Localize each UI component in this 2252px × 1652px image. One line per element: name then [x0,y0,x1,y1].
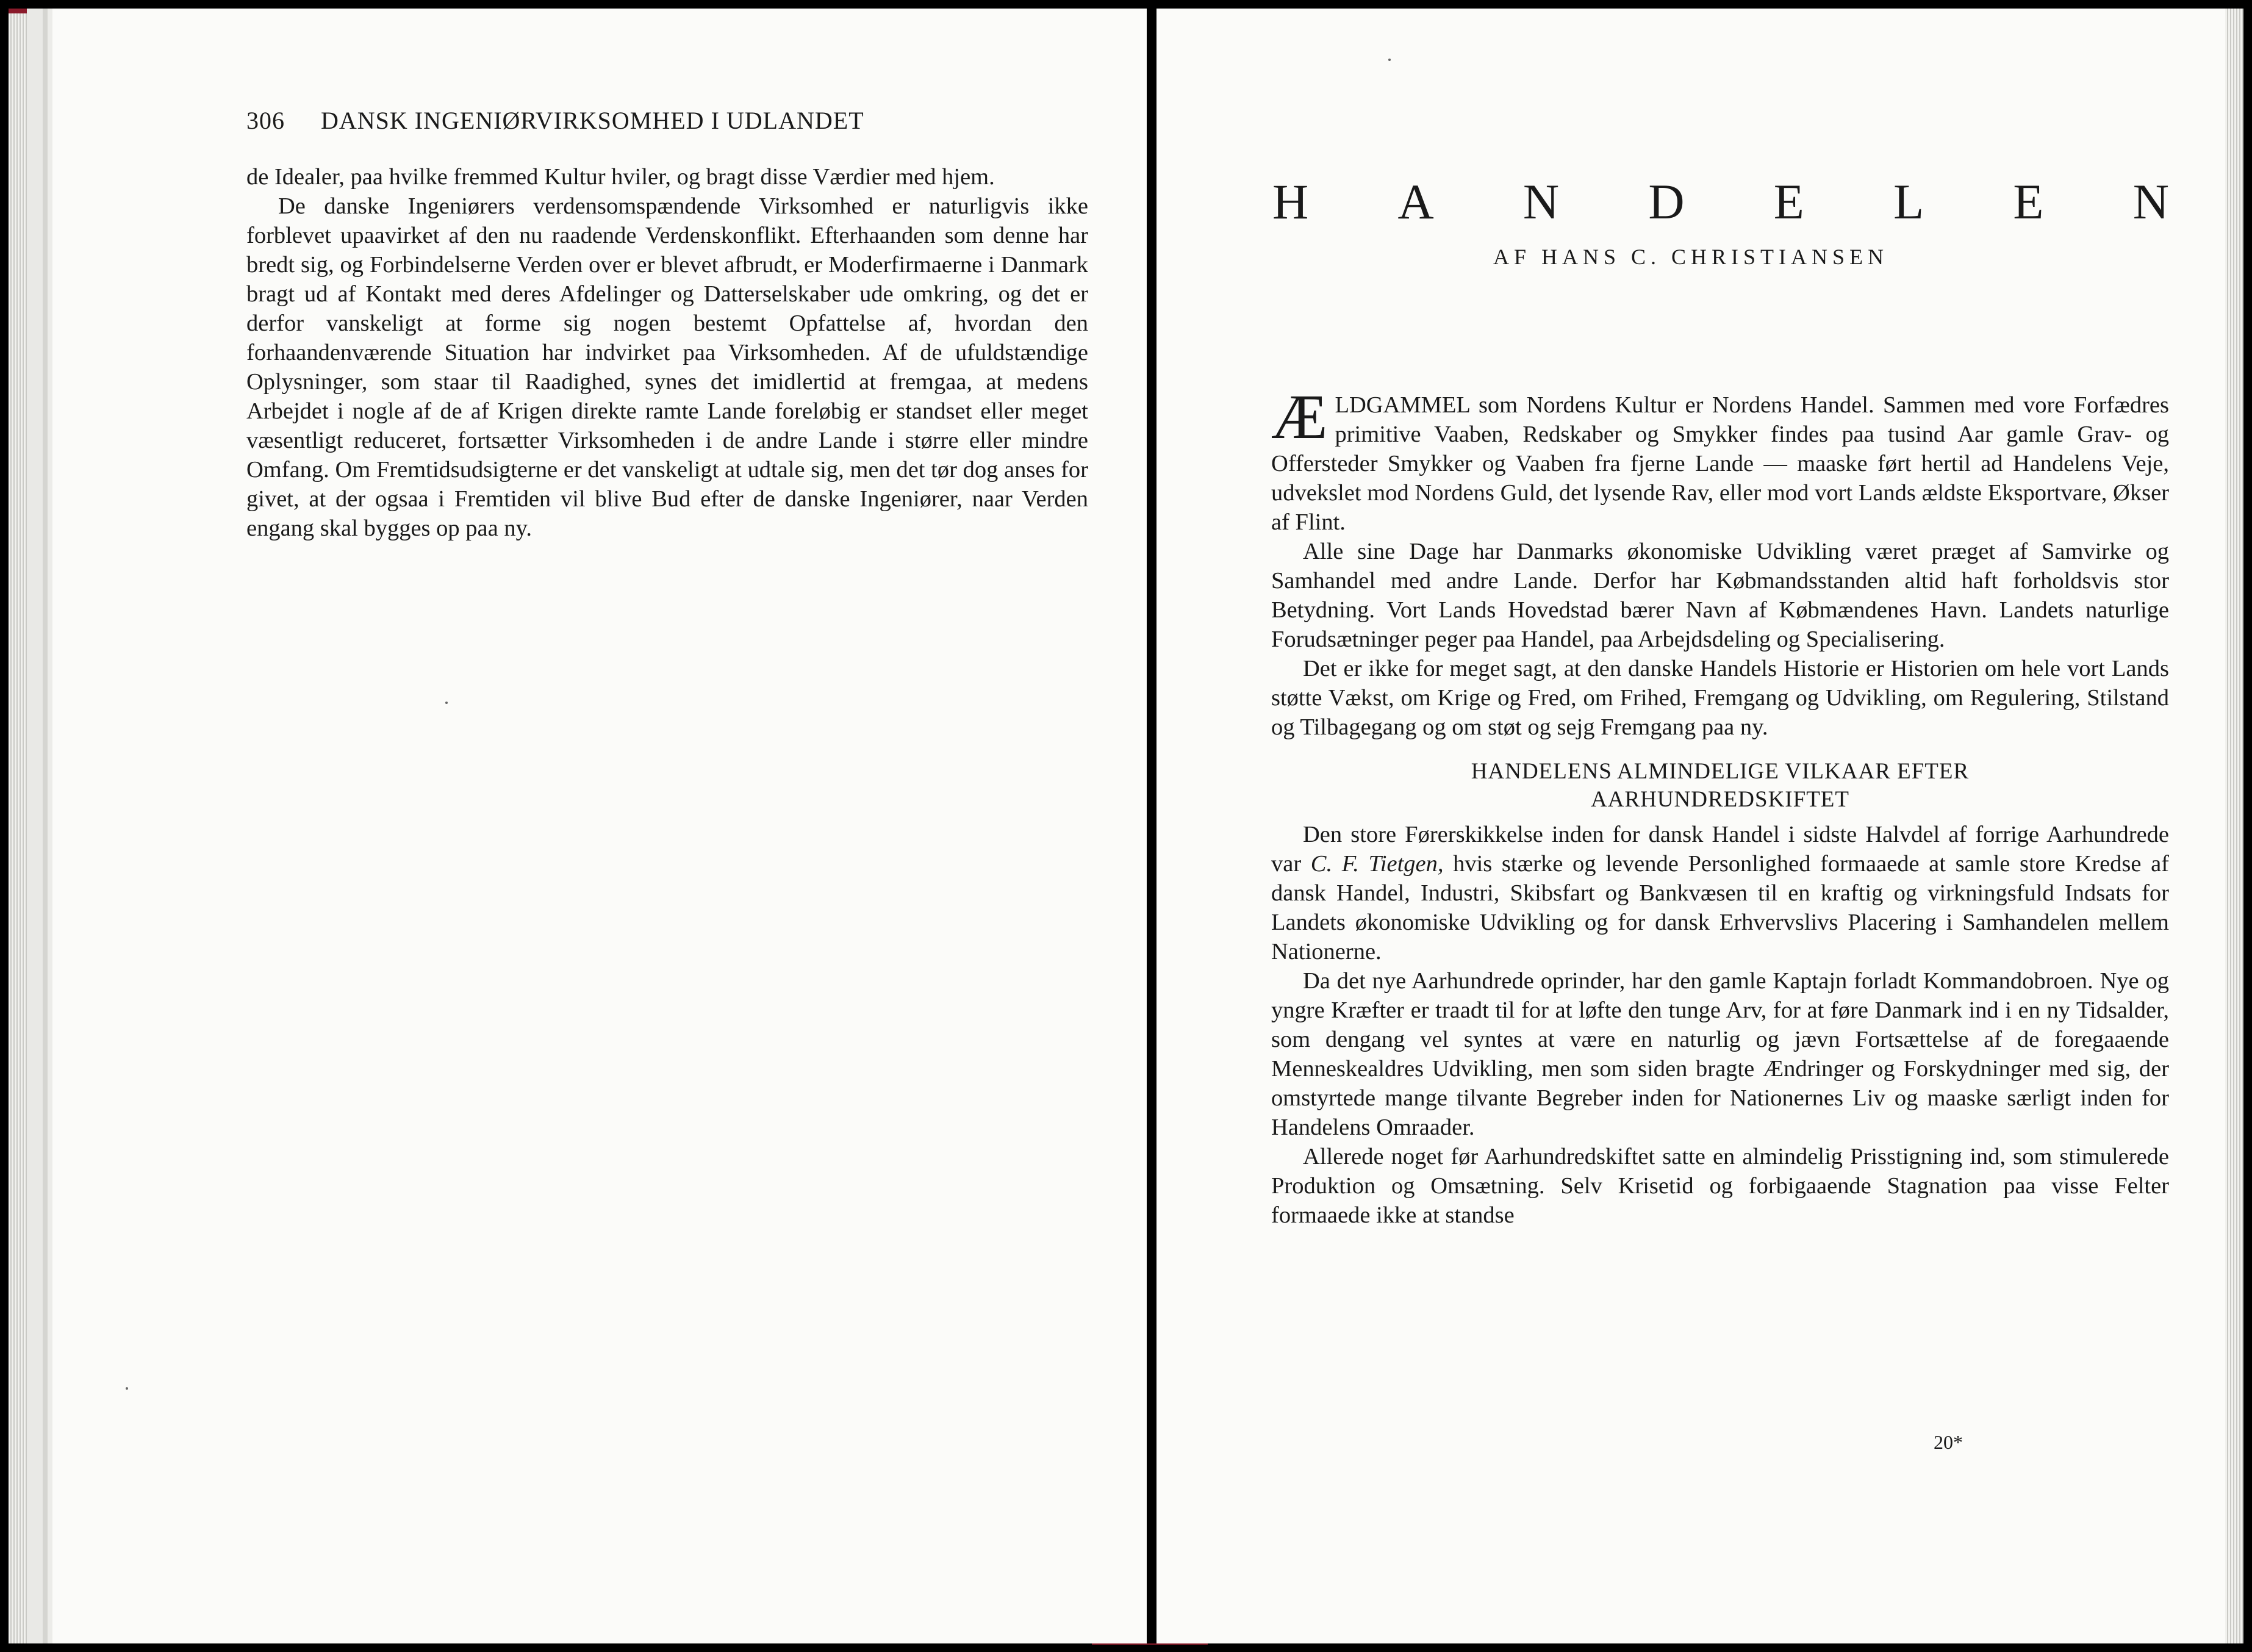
running-head-title: DANSK INGENIØRVIRKSOMHED I UDLANDET [321,107,864,134]
body-text [1271,382,2169,1230]
author-byline: AF HANS C. CHRISTIANSEN [1493,245,1889,269]
person-name: C. F. Tietgen, [1310,851,1444,877]
body-text [246,162,1088,543]
paragraph: Allerede noget før Aarhundredskiftet satte en almindelig Prisstigning ind, som stimulerede Produktion og Omsætning. Selv Krisetid og forbigaaende Stagnation paa visse Felter formaaede ikke at standse [1271,1144,2169,1228]
title-letter: H [1272,174,1309,229]
speck [1388,59,1391,61]
speck [445,702,448,704]
paragraph-text: Den store Førerskikkelse inden for dansk Handel i sidste Halvdel af forrige Aarhundrede var [1271,822,2169,877]
right-page [1156,9,2225,1643]
speck [126,1387,128,1390]
title-letter: N [1522,174,1560,229]
paragraph: De danske Ingeniørers verdensomspændende Virksomhed er naturligvis ikke forblevet upaavirket af den nu raadende Verdenskonflikt. Efterhaanden som denne har bredt sig, og Forbindelserne Verden over er blevet afbrudt, er Moderfirmaerne i Danmark bragt ud af Kontakt med deres Afdelinger og Datterselskaber ude omkring, og det er derfor vanskeligt at forme sig nogen bestemt Opfattelse af, hvordan den forhaandenværende Situation har indvirket paa Virksomheden. Af de ufuldstændige Oplysninger, som staar til Raadighed, synes det imidlertid at fremgaa, at medens Arbejdet i nogle af de af Krigen direkte ramte Lande foreløbig er standset eller meget væsentligt reduceret, fortsætter Virksomheden i de andre Lande i større eller mindre Omfang. Om Fremtidsudsigterne er det vanskeligt at udtale sig, men det tør dog anses for givet, at der ogsaa i Fremtiden vil blive Bud efter de danske Ingeniører, naar Verden engang skal bygges op paa ny. [246,193,1088,541]
paragraph: Det er ikke for meget sagt, at den danske Handels Historie er Historien om hele vort Lands støtte Vækst, om Krige og Fred, om Frihed, Fremgang og Udvikling, om Regulering, Stilstand og Tilbagegang og om støt og sejg Fremgang paa ny. [1271,656,2169,740]
title-letter: N [2132,174,2169,229]
paragraph-text: LDGAMMEL som Nordens Kultur er Nordens Handel. Sammen med vore Forfædres primitive Vaaben, Redskaber og Smykker findes paa tusind Aar gamle Grav- og Offersteder Smykker og Vaaben fra fjerne Lande — maaske ført hertil ad Handelens Veje, udvekslet mod Nordens Guld, det lysende Rav, eller mod vort Lands ældste Eksportvare, Økser af Flint. [1271,392,2169,535]
title-letter: D [1648,174,1685,229]
paragraph: Da det nye Aarhundrede oprinder, har den gamle Kaptajn forladt Kommandobroen. Nye og yngre Kræfter er traadt til for at løfte den tunge Arv, for at føre Danmark ind i en ny Tidsalder, som dengang vel syntes at være en naturlig og jævn Fortsættelse af de foregaaende Menneskealdres Udvikling, men som siden bragte Ændringer og Forskydninger med sig, der omstyrtede mange tilvante Begreber inden for Nationernes Liv og maaske særligt inden for Handelens Omraader. [1271,968,2169,1140]
paragraph [1271,820,2169,966]
paragraph-text: hvis stærke og levende Personlighed formaaede at samle store Kredse af dansk Handel, Industri, Skibsfart og Bankvæsen til en kraftig og virkningsfuld Indsats for Landets økonomiske Udvikling og for dansk Erhvervslivs Placering i Samhandelen mellem Nationerne. [1271,851,2169,964]
signature-mark: 20* [1934,1431,1963,1453]
section-heading [1271,758,2169,814]
section-heading-line: AARHUNDREDSKIFTET [1591,787,1849,812]
section-heading-line: HANDELENS ALMINDELIGE VILKAAR EFTER [1471,759,1970,784]
paragraph: Alle sine Dage har Danmarks økonomiske Udvikling været præget af Samvirke og Samhandel med andre Lande. Derfor har Købmandsstanden altid haft forholdsvis stor Betydning. Vort Lands Hovedstad bærer Navn af Købmændenes Havn. Landets naturlige Forudsætninger peger paa Handel, paa Arbejdsdeling og Specialisering. [1271,539,2169,652]
title-letter: E [1773,174,1804,229]
page-stack-edge [9,9,27,1643]
title-letter: A [1397,174,1434,229]
page-stack-edge [2225,9,2243,1643]
intro-paragraph [1271,382,2169,537]
chapter-title [1272,173,2169,231]
left-page [27,9,1166,1643]
paragraph: de Idealer, paa hvilke fremmed Kultur hviler, og bragt disse Værdier med hjem. [246,164,995,190]
drop-cap: Æ [1271,382,1328,452]
running-head [246,106,1100,135]
title-letter: E [2013,174,2044,229]
page-number: 306 [246,107,285,134]
title-letter: L [1893,174,1924,229]
